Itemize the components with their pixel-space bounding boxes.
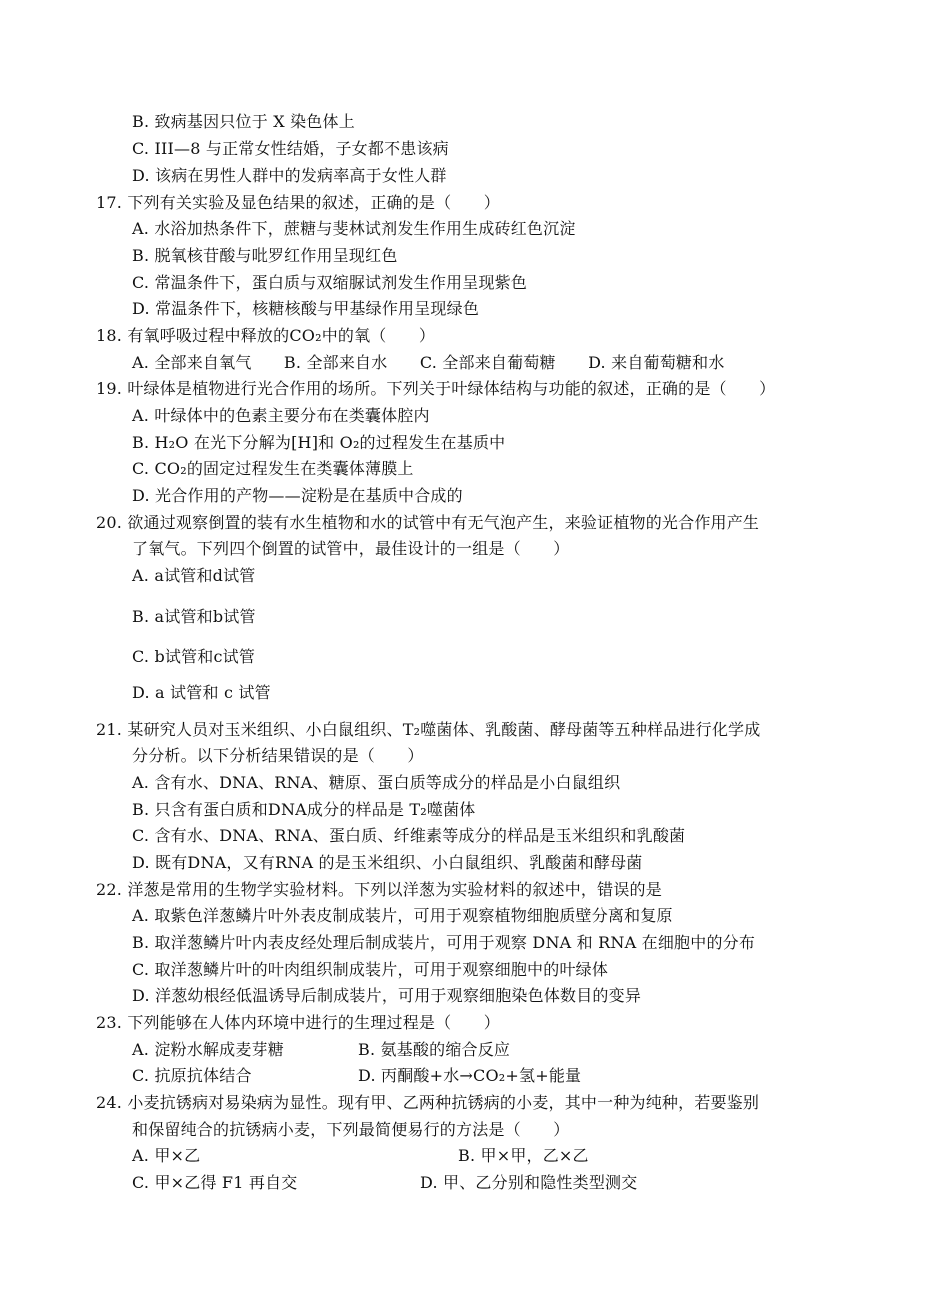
q19-option-c: C. CO₂的固定过程发生在类囊体薄膜上 xyxy=(132,459,414,478)
q22-stem: 22. 洋葱是常用的生物学实验材料。下列以洋葱为实验材料的叙述中，错误的是 xyxy=(96,880,662,899)
q22-option-d: D. 洋葱幼根经低温诱导后制成装片，可用于观察细胞染色体数目的变异 xyxy=(132,986,642,1005)
q23-option-d: D. 丙酮酸+水→CO₂+氢+能量 xyxy=(358,1066,582,1085)
q20-option-d: D. a 试管和 c 试管 xyxy=(132,683,271,702)
q24-option-c: C. 甲×乙得 F1 再自交 xyxy=(132,1173,298,1192)
q24-stem-cont: 和保留纯合的抗锈病小麦，下列最简便易行的方法是（ ） xyxy=(132,1120,570,1139)
q24-option-b: B. 甲×甲，乙×乙 xyxy=(458,1146,589,1165)
q22-option-b: B. 取洋葱鳞片叶内表皮经处理后制成装片，可用于观察 DNA 和 RNA 在细胞中的分布 xyxy=(132,933,756,952)
q24-option-d: D. 甲、乙分别和隐性类型测交 xyxy=(420,1173,638,1192)
q22-option-a: A. 取紫色洋葱鳞片叶外表皮制成装片，可用于观察植物细胞质壁分离和复原 xyxy=(132,906,673,925)
q18-stem: 18. 有氧呼吸过程中释放的CO₂中的氧（ ） xyxy=(96,326,436,345)
q18-options: A. 全部来自氧气 B. 全部来自水 C. 全部来自葡萄糖 D. 来自葡萄糖和水 xyxy=(132,353,725,372)
q19-option-a: A. 叶绿体中的色素主要分布在类囊体腔内 xyxy=(132,406,430,425)
q19-option-d: D. 光合作用的产物——淀粉是在基质中合成的 xyxy=(132,486,463,505)
q16-option-c: C. III—8 与正常女性结婚，子女都不患该病 xyxy=(132,139,449,158)
q17-option-d: D. 常温条件下，核糖核酸与甲基绿作用呈现绿色 xyxy=(132,299,480,318)
q23-option-a: A. 淀粉水解成麦芽糖 xyxy=(132,1040,284,1059)
q20-option-c: C. b试管和c试管 xyxy=(132,647,256,666)
q19-option-b: B. H₂O 在光下分解为[H]和 O₂的过程发生在基质中 xyxy=(132,433,506,452)
q16-option-b: B. 致病基因只位于 X 染色体上 xyxy=(132,112,355,131)
q24-stem: 24. 小麦抗锈病对易染病为显性。现有甲、乙两种抗锈病的小麦，其中一种为纯种，若要鉴别 xyxy=(96,1093,760,1112)
q17-stem: 17. 下列有关实验及显色结果的叙述，正确的是（ ） xyxy=(96,193,500,212)
q17-option-c: C. 常温条件下，蛋白质与双缩脲试剂发生作用呈现紫色 xyxy=(132,273,528,292)
q16-option-d: D. 该病在男性人群中的发病率高于女性人群 xyxy=(132,166,447,185)
q17-option-a: A. 水浴加热条件下，蔗糖与斐林试剂发生作用生成砖红色沉淀 xyxy=(132,219,576,238)
q22-option-c: C. 取洋葱鳞片叶的叶肉组织制成装片，可用于观察细胞中的叶绿体 xyxy=(132,960,609,979)
q23-option-b: B. 氨基酸的缩合反应 xyxy=(358,1040,511,1059)
q21-stem: 21. 某研究人员对玉米组织、小白鼠组织、T₂噬菌体、乳酸菌、酵母菌等五种样品进行化学成 xyxy=(96,720,761,739)
q24-option-a: A. 甲×乙 xyxy=(132,1146,201,1165)
q21-option-a: A. 含有水、DNA、RNA、糖原、蛋白质等成分的样品是小白鼠组织 xyxy=(132,773,621,792)
q20-stem: 20. 欲通过观察倒置的装有水生植物和水的试管中有无气泡产生，来验证植物的光合作用产生 xyxy=(96,513,760,532)
q17-option-b: B. 脱氧核苷酸与吡罗红作用呈现红色 xyxy=(132,246,398,265)
q20-option-b: B. a试管和b试管 xyxy=(132,607,256,626)
q21-option-b: B. 只含有蛋白质和DNA成分的样品是 T₂噬菌体 xyxy=(132,800,476,819)
q19-stem: 19. 叶绿体是植物进行光合作用的场所。下列关于叶绿体结构与功能的叙述，正确的是（ ） xyxy=(96,379,776,398)
q21-option-c: C. 含有水、DNA、RNA、蛋白质、纤维素等成分的样品是玉米组织和乳酸菌 xyxy=(132,826,686,845)
q23-option-c: C. 抗原抗体结合 xyxy=(132,1066,252,1085)
q23-stem: 23. 下列能够在人体内环境中进行的生理过程是（ ） xyxy=(96,1013,500,1032)
q20-option-a: A. a试管和d试管 xyxy=(132,566,256,585)
q21-stem-cont: 分分析。以下分析结果错误的是（ ） xyxy=(132,746,424,765)
q20-stem-cont: 了氧气。下列四个倒置的试管中，最佳设计的一组是（ ） xyxy=(132,539,570,558)
q21-option-d: D. 既有DNA，又有RNA 的是玉米组织、小白鼠组织、乳酸菌和酵母菌 xyxy=(132,853,643,872)
